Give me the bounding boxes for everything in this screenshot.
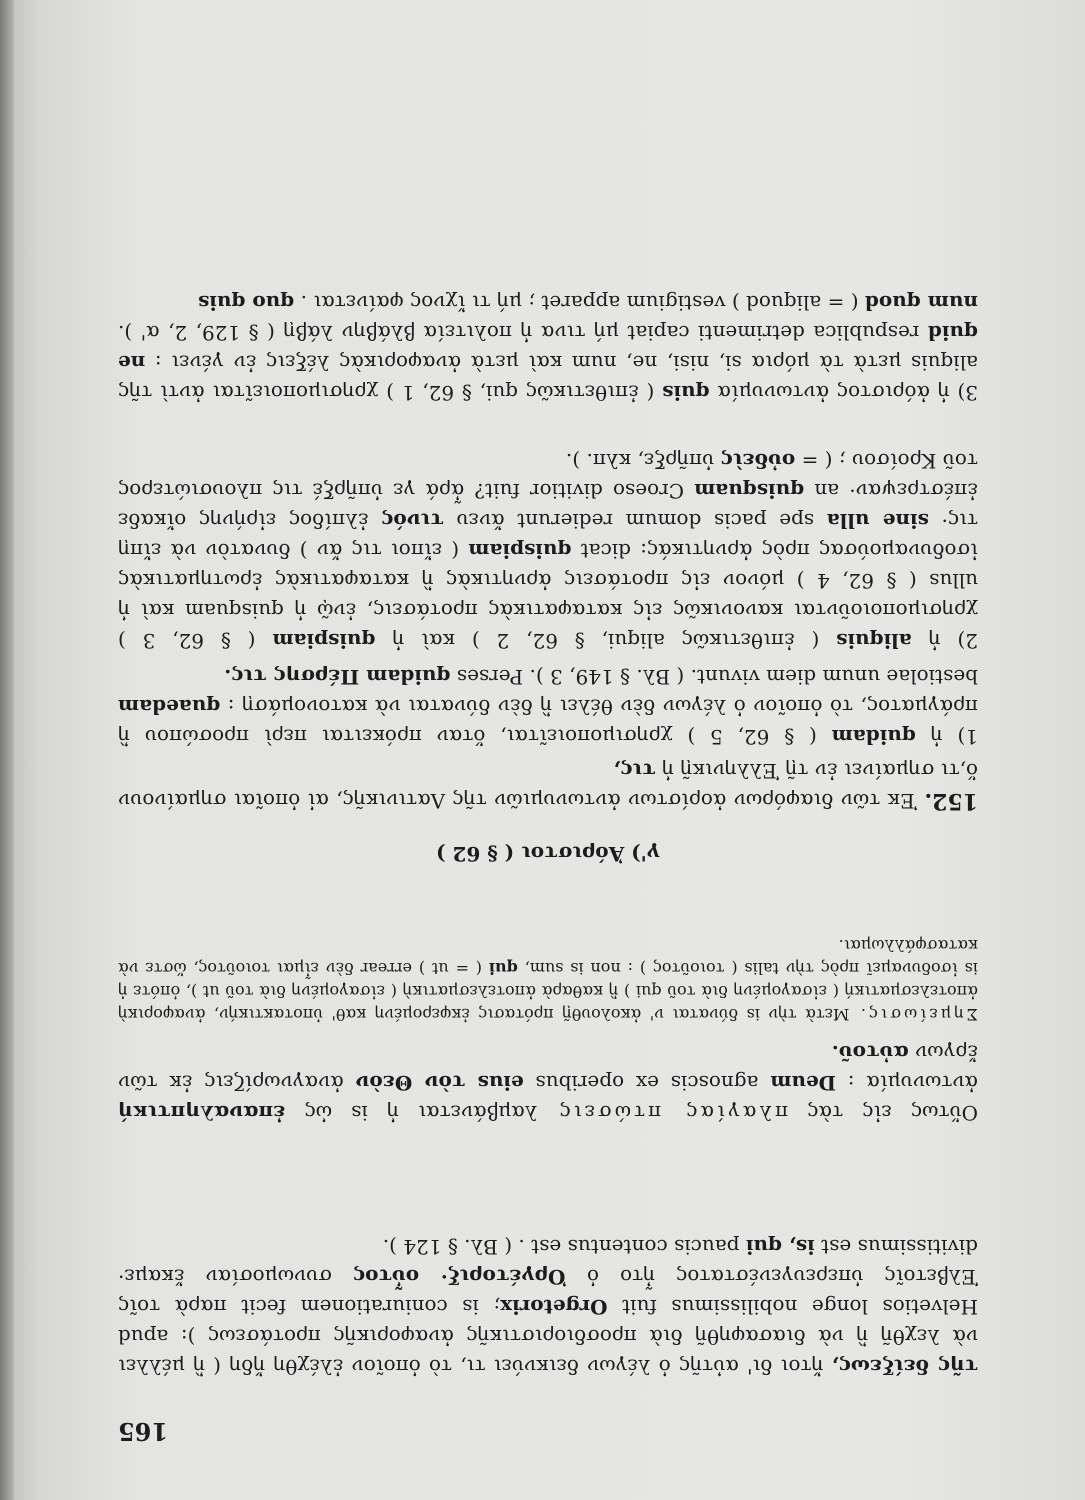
page-number: 165	[118, 1417, 169, 1446]
paragraph-quidam: 1) ἡ quidam ( § 62, 5 ) χρησιμοποιεῖται, ὅταν πρόκειται περὶ προσώπου ἢ πράγματος, τὸ ὁποῖον ὁ λέγων δὲν θέλει ἢ δὲν δύναται νὰ κατονομάσῃ : quaedam bestiolae unum diem vivunt. ( Βλ. § 149, 3 ). Perses quidam Πέρσης τις.	[118, 665, 978, 749]
note-paragraph: Σημείωσις. Μετὰ τὴν is δύναται ν' ἀκολουθῇ πρότασις ἐκφερομένη καθ' ὑποτακτικήν, ἀναφορικὴ ἀποτελεσματική ( εἰσαγομένη διὰ τοῦ qui ) ἢ καθαρὰ ἀποτελεσματικὴ ( εἰσαγομένη διὰ τοῦ ut ), ὁπότε ἡ is ἰσοδυναμεῖ πρὸς τὴν talis ( τοιοῦτος ) : non is sum, qui ( = ut ) errear δὲν εἶμαι τοιοῦτος, ὥστε νὰ κατασφάλλωμαι.	[118, 936, 978, 1024]
paragraph-quis: 3) ἡ ἀόριστος ἀντωνυμία quis ( ἐπιθετικῶς qui, § 62, 1 ) χρησιμοποιεῖται ἀντὶ τῆς aliquis μετὰ τὰ μόρια si, nisi, ne, num καὶ μετὰ ἀναφορικὰς λέξεις ἐν γένει : ne quid respublica detrimenti capiat μή τινα ἡ πολιτεία βλάβην λάβῃ ( § 129, 2, α' ). num quod ( = aliquod ) vestigium apparet ; μή τι ἴχνος φαίνεται . quo quis	[118, 291, 978, 405]
paragraph-aliquis: 2) ἡ aliquis ( ἐπιθετικῶς aliqui, § 62, 2 ) καὶ ἡ quispiam ( § 62, 3 ) χρησιμοποιοῦνται κανονικῶς εἰς καταφατικὰς προτάσεις, ἐνῷ ἡ quisquam καὶ ἡ ullus ( § 62, 4 ) μόνον εἰς προτάσεις ἀρνητικὰς ἢ καταφατικὰς ἐρωτηματικὰς ἰσοδυναμούσας πρὸς ἀρνητικάς: dicat quispiam ( εἴποι τις ἄν ) δυνατὸν νὰ εἴπῃ τις· sine ulla spe pacis domum redierunt ἄνευ τινός ἐλπίδος εἰρήνης οἴκαδε ἐπέστρεψαν· an quisquam Croeso divitior fuit? ἆρά γε ὑπῆρξέ τις πλουσιώτερος τοῦ Κροίσου ; ( = οὐδεὶς ὑπῆρξε, κλπ. ).	[117, 449, 978, 653]
paragraph-oblique-cases: Οὕτως εἰς τὰς πλαγίας πτώσεις λαμβάνεται ἡ is ὡς ἐπαναληπτική ἀντωνυμία : Deum agnoscis ex operibus eius τὸν Θεὸν ἀναγνωρίζεις ἐκ τῶν ἔργων αὐτοῦ.	[118, 1041, 978, 1125]
book-binding-edge	[0, 0, 14, 1500]
section-heading: γ') Ἀόριστοι ( § 62 )	[436, 842, 660, 866]
paragraph-152: 152. Ἐκ τῶν διαφόρων ἀορίστων ἀντωνυμιῶν τῆς Λατινικῆς, αἱ ὁποῖαι σημαίνουν ὅ,τι σημαίνει ἐν τῇ Ἑλληνικῇ ἡ τις,	[118, 759, 978, 814]
paragraph-deixis: τῆς δείξεως, ἤτοι δι' αὐτῆς ὁ λέγων δεικνύει τι, τὸ ὁποῖον ἐλέχθη ἤδη ( ἢ μέλλει νὰ λεχθῆ ἢ νὰ διασαφηθῆ διὰ προσδιοριστικῆς ἀναφορικῆς προτάσεως ): apud Helvetios longe nobilissimus fuit Orgetorix; is coniurationem fecit παρὰ τοῖς Ἑλβετοῖς ὑπερευγενέστατος ἦτο ὁ Ὀργέτοριξ· οὗτος συνωμοσίαν ἔκαμε· divitissimus est is, qui paucis contentus est . ( Βλ. § 124 ).	[118, 1235, 978, 1379]
upside-down-text-block	[118, 86, 978, 1446]
